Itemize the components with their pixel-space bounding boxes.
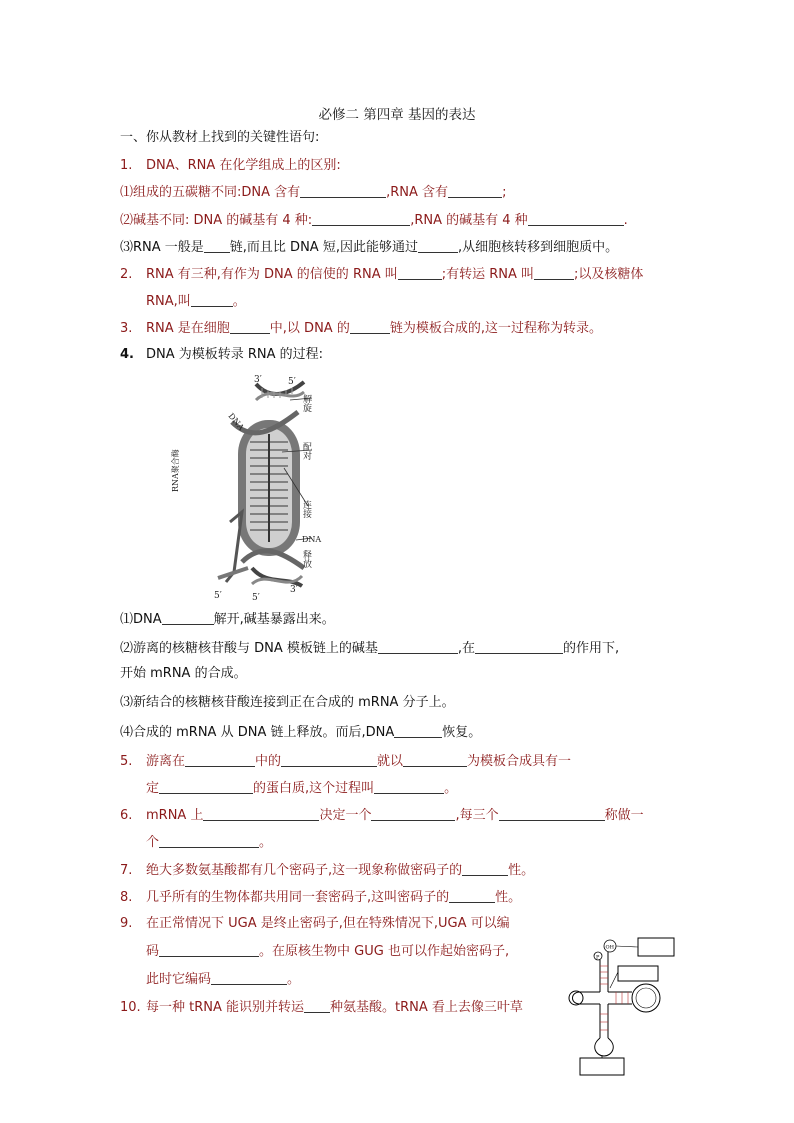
label-5-prime-top: 5′ [288, 377, 296, 387]
fill-blank[interactable] [499, 806, 605, 821]
question-number: 1. [120, 158, 133, 173]
transcription-figure [171, 372, 328, 603]
text: 。 [259, 835, 273, 850]
label-5-prime-bottom-left: 5′ [214, 591, 222, 601]
text: 性。 [508, 863, 535, 878]
text: 的蛋白质,这个过程叫 [253, 781, 375, 796]
label-pair: 配对 [301, 442, 311, 460]
text: ,在 [457, 641, 476, 656]
page-title: 必修二 第四章 基因的表达 [318, 107, 476, 123]
text: ⑴组成的五碳糖不同:DNA 含有 [120, 185, 301, 200]
text: 。 [444, 781, 458, 796]
text: ; [502, 185, 507, 200]
question-6-line2 [146, 833, 272, 852]
text: RNA 有三种,有作为 DNA 的信使的 RNA 叫 [146, 267, 398, 282]
question-8 [120, 888, 521, 907]
text: 决定一个 [319, 808, 372, 823]
text: 绝大多数氨基酸都有几个密码子,这一现象称做密码子的 [146, 863, 463, 878]
fill-blank[interactable] [230, 319, 270, 334]
question-9 [120, 915, 510, 933]
label-5-prime-bottom-mid: 5′ [252, 593, 260, 603]
text: 中,以 DNA 的 [269, 321, 350, 336]
text: 解开,碱基暴露出来。 [213, 612, 335, 627]
step-2-line2: 开始 mRNA 的合成。 [120, 666, 247, 681]
text: ⑵碱基不同: DNA 的碱基有 4 种: [120, 213, 313, 228]
fill-blank[interactable] [475, 639, 563, 654]
question-number: 5. [120, 754, 133, 769]
question-text: DNA、RNA 在化学组成上的区别: [146, 158, 341, 173]
text: 个 [146, 835, 160, 850]
label-3-prime-bottom-right: 3′ [290, 585, 298, 595]
label-link: 连接 [301, 500, 311, 518]
question-1-part-c [120, 238, 618, 257]
fill-blank[interactable] [374, 779, 444, 794]
question-5-line2 [146, 779, 457, 798]
fill-blank[interactable] [312, 211, 410, 226]
fill-blank[interactable] [528, 211, 624, 226]
text: ;以及核糖体 [574, 267, 644, 282]
fill-blank[interactable] [304, 998, 330, 1013]
text: 每一种 tRNA 能识别并转运 [146, 1000, 305, 1015]
fill-blank[interactable] [378, 639, 458, 654]
text: 中的 [255, 754, 282, 769]
fill-blank[interactable] [398, 265, 442, 280]
question-2 [120, 265, 643, 284]
fill-blank[interactable] [162, 610, 214, 625]
fill-blank[interactable] [159, 942, 259, 957]
question-number: 8. [120, 890, 133, 905]
text: ⑵游离的核糖核苷酸与 DNA 模板链上的碱基 [120, 641, 378, 656]
fill-blank[interactable] [211, 970, 287, 985]
question-number: 4. [120, 347, 134, 362]
label-dna-top: DNA [226, 411, 246, 432]
question-number: 2. [120, 267, 133, 282]
label-release: 释放 [301, 550, 311, 568]
fill-blank[interactable] [448, 183, 502, 198]
text: 码 [146, 944, 160, 959]
fill-blank[interactable] [403, 752, 467, 767]
question-number: 7. [120, 863, 133, 878]
text: ,RNA 的碱基有 4 种 [410, 213, 528, 228]
question-1-part-a [120, 183, 506, 202]
text: ⑷合成的 mRNA 从 DNA 链上释放。而后,DNA [120, 725, 395, 740]
label-unwind: 解旋 [301, 394, 311, 412]
fill-blank[interactable] [350, 319, 390, 334]
text: 此时它编码 [146, 972, 212, 987]
text: 的作用下, [563, 641, 620, 656]
question-2-line2 [146, 292, 246, 311]
fill-blank[interactable] [281, 752, 377, 767]
question-number: 6. [120, 808, 133, 823]
step-4 [120, 723, 481, 742]
text: 游离在 [146, 754, 186, 769]
fill-blank[interactable] [159, 833, 259, 848]
text: 恢复。 [442, 725, 482, 740]
step-1 [120, 610, 335, 629]
fill-blank[interactable] [159, 779, 253, 794]
text: ,RNA 含有 [386, 185, 449, 200]
label-3-prime-top: 3′ [254, 375, 262, 385]
text: RNA 是在细胞 [146, 321, 230, 336]
text: 就以 [377, 754, 404, 769]
text: ⑶RNA 一般是 [120, 240, 204, 255]
question-7 [120, 861, 534, 880]
text: 。 [287, 972, 301, 987]
fill-blank[interactable] [185, 752, 255, 767]
question-6 [120, 806, 644, 825]
text: 称做一 [604, 808, 644, 823]
fill-blank[interactable] [534, 265, 574, 280]
answer-box[interactable] [618, 966, 658, 981]
section-heading: 一、你从教材上找到的关键性语句: [120, 130, 320, 145]
text: 链,而且比 DNA 短,因此能够通过 [229, 240, 418, 255]
question-5 [120, 752, 571, 771]
question-number: 10. [120, 1000, 141, 1015]
fill-blank[interactable] [394, 723, 442, 738]
question-number: 3. [120, 321, 133, 336]
text: ,每三个 [455, 808, 499, 823]
question-1-part-b [120, 211, 628, 230]
fill-blank[interactable] [418, 238, 458, 253]
answer-box[interactable] [638, 938, 674, 956]
fill-blank[interactable] [462, 861, 508, 876]
fill-blank[interactable] [203, 806, 319, 821]
text: 几乎所有的生物体都共用同一套密码子,这叫密码子的 [146, 890, 450, 905]
answer-box[interactable] [580, 1058, 624, 1075]
text: 。 [232, 294, 246, 309]
fill-blank[interactable] [371, 806, 455, 821]
question-10 [120, 998, 523, 1017]
trna-figure [566, 934, 680, 1080]
question-3 [120, 319, 602, 338]
text: 。在原核生物中 GUG 也可以作起始密码子, [259, 944, 510, 959]
transcription-diagram [171, 372, 328, 603]
text: ,从细胞核转移到细胞质中。 [457, 240, 619, 255]
text: . [623, 213, 628, 228]
label-rna-polymerase: RNA聚合酶 [171, 449, 180, 492]
question-4 [120, 346, 323, 364]
fill-blank[interactable] [204, 238, 230, 253]
text: 为模板合成具有一 [467, 754, 572, 769]
fill-blank[interactable] [449, 888, 495, 903]
text: ⑴DNA [120, 612, 162, 627]
p-label: P [596, 954, 600, 961]
text: 定 [146, 781, 160, 796]
question-1 [120, 157, 341, 175]
label-dna-right: DNA [302, 535, 322, 544]
fill-blank[interactable] [191, 292, 233, 307]
text: DNA 为模板转录 RNA 的过程: [146, 347, 324, 362]
oh-label: OH [605, 944, 614, 951]
question-9-line2 [146, 942, 509, 961]
trna-diagram [566, 934, 680, 1080]
step-2 [120, 639, 619, 658]
question-9-line3 [146, 970, 300, 989]
text: 在正常情况下 UGA 是终止密码子,但在特殊情况下,UGA 可以编 [146, 916, 510, 931]
text: ;有转运 RNA 叫 [441, 267, 535, 282]
text: 性。 [495, 890, 522, 905]
step-3: ⑶新结合的核糖核苷酸连接到正在合成的 mRNA 分子上。 [120, 695, 455, 710]
text: 链为模板合成的,这一过程称为转录。 [389, 321, 602, 336]
text: 种氨基酸。tRNA 看上去像三叶草 [330, 1000, 523, 1015]
fill-blank[interactable] [300, 183, 386, 198]
question-number: 9. [120, 916, 133, 931]
text: mRNA 上 [146, 808, 204, 823]
text: RNA,叫 [146, 294, 191, 309]
